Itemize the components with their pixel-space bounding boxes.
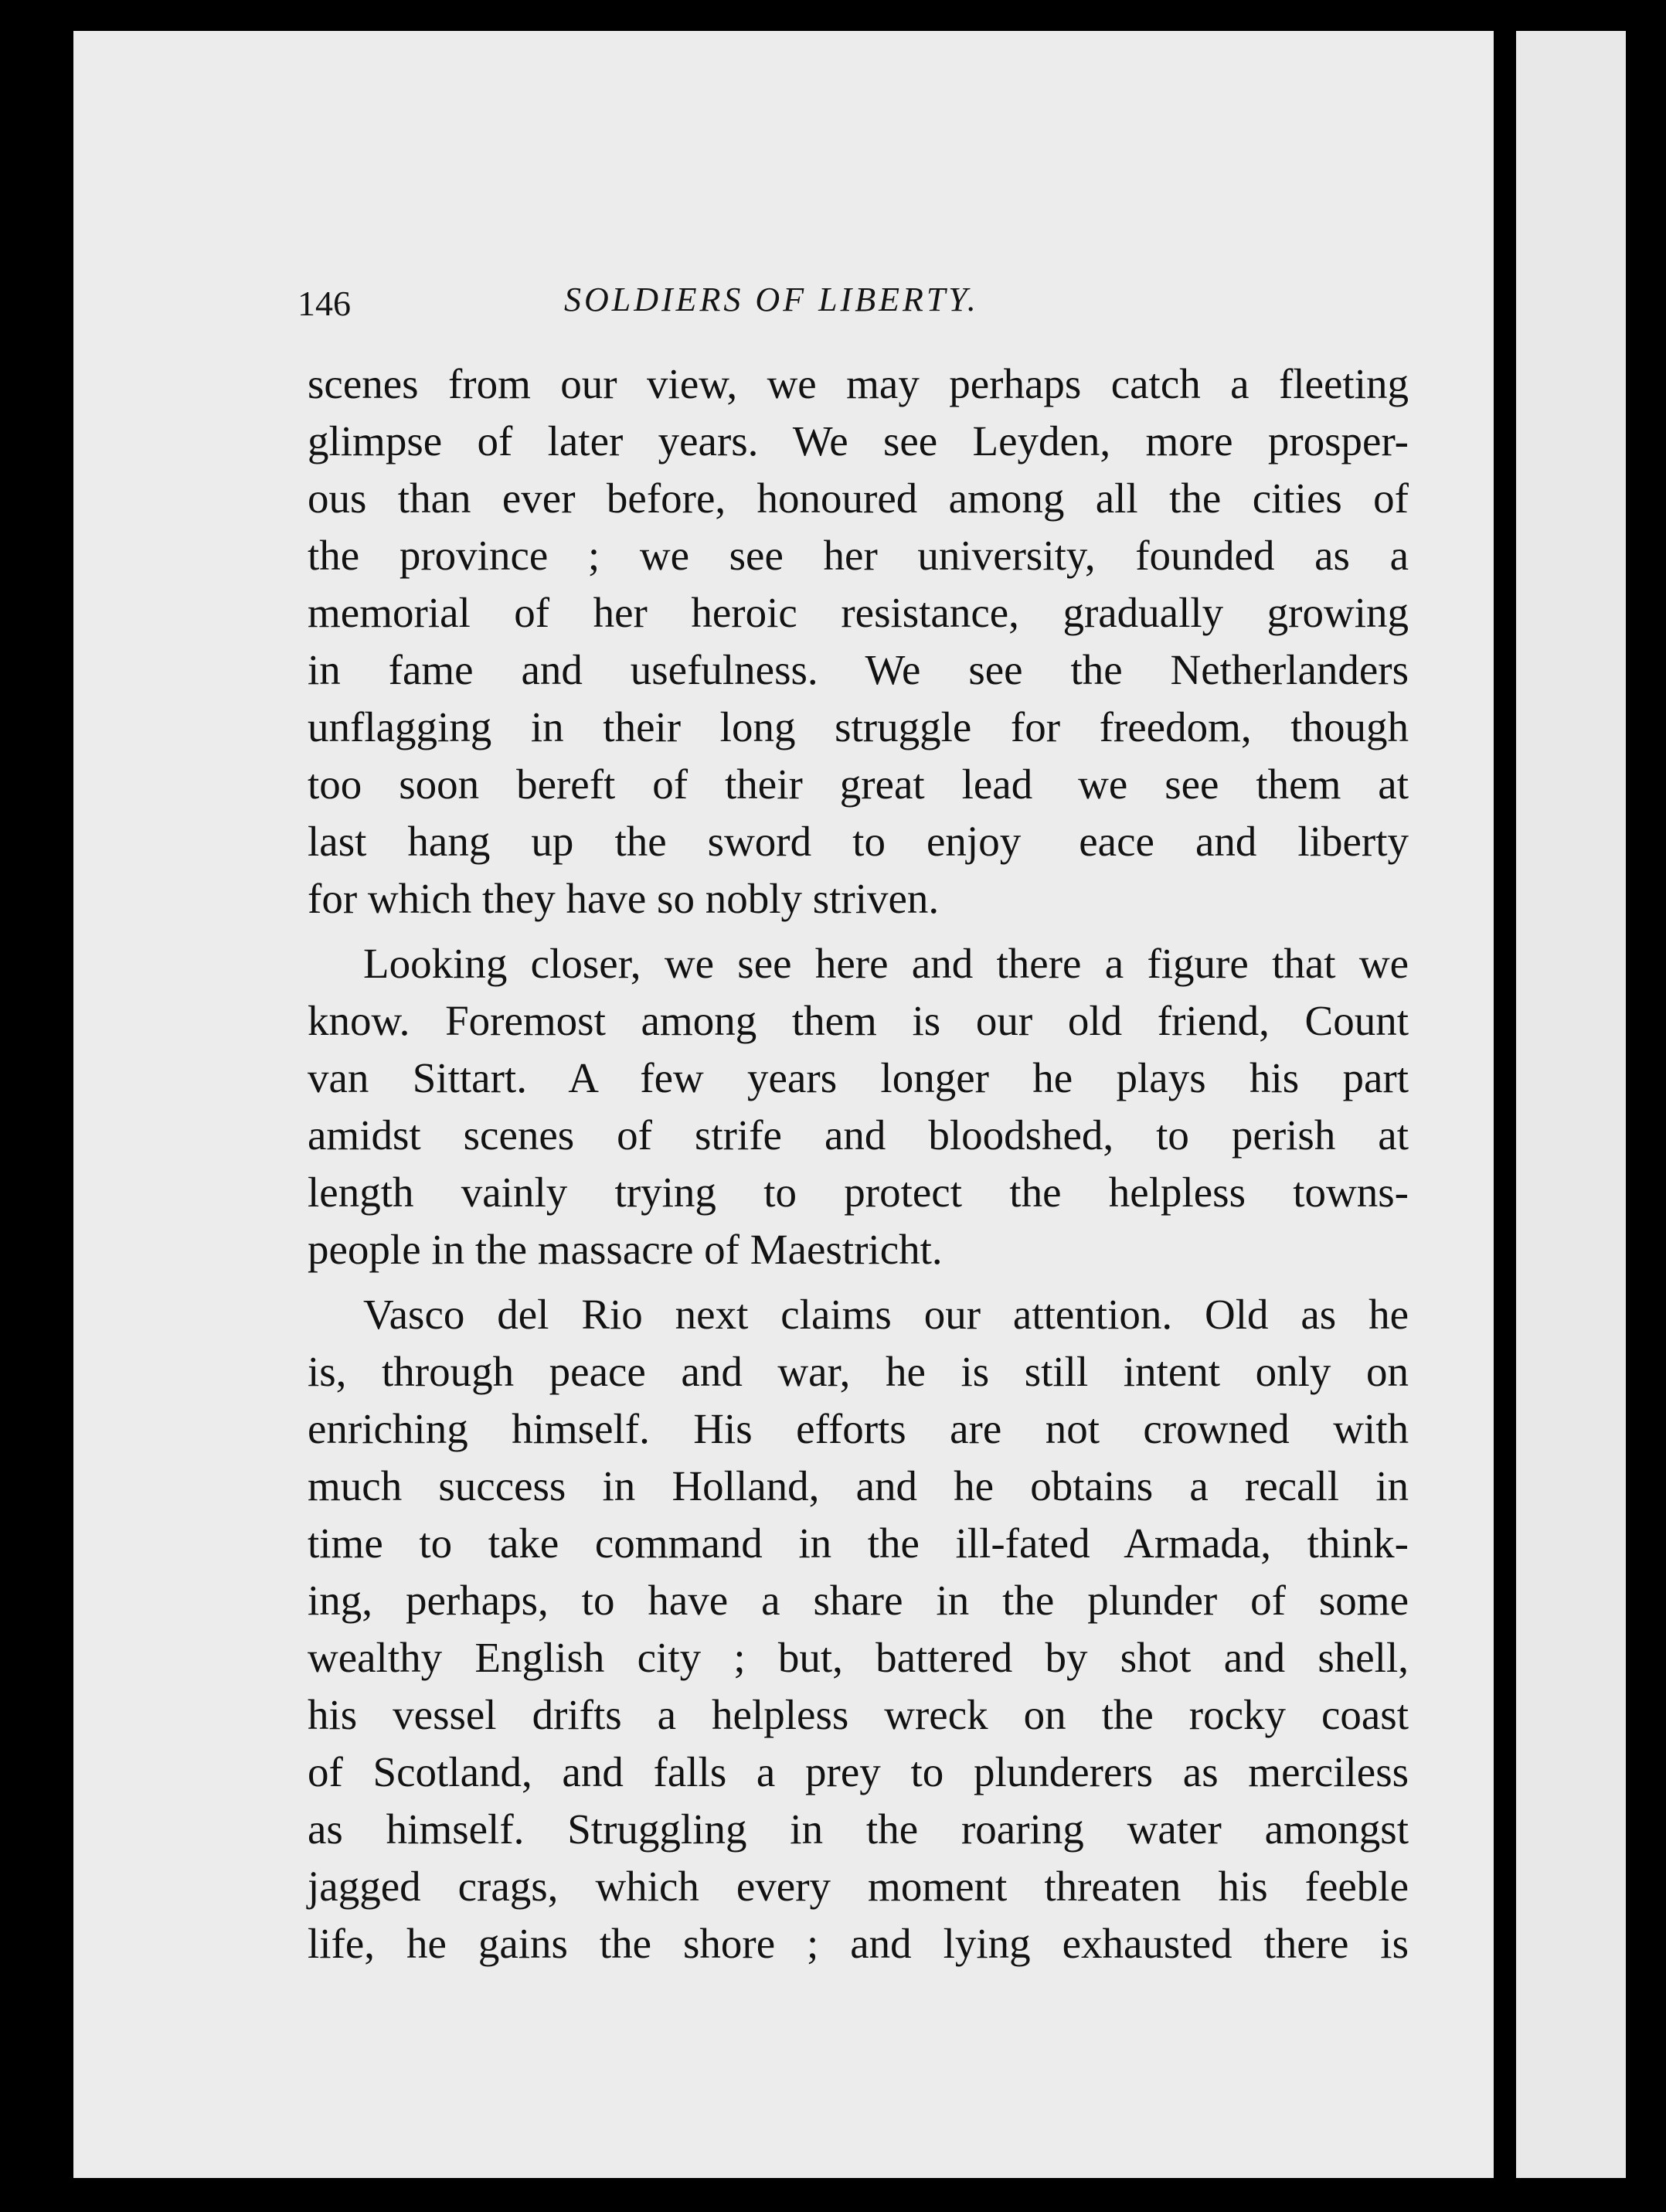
text-line: wealthy English city ; but, battered by shot and shell, [308, 1634, 1409, 1681]
text-line: his vessel drifts a helpless wreck on the rocky coast [308, 1691, 1409, 1738]
paragraph-first-line: Vasco del Rio next claims our attention. Old as he [363, 1291, 1409, 1338]
text-line: is, through peace and war, he is still intent only on [308, 1348, 1409, 1395]
text-line: the province ; we see her university, founded as a [308, 532, 1409, 579]
body-text [308, 356, 1409, 1972]
text-line: know. Foremost among them is our old friend, Count [308, 997, 1409, 1044]
text-line: too soon bereft of their great lead we see them at [308, 761, 1409, 808]
page-number: 146 [298, 284, 351, 323]
text-line: jagged crags, which every moment threaten his feeble [308, 1863, 1409, 1910]
text-line: for which they have so nobly striven. [308, 875, 940, 922]
text-line: ing, perhaps, to have a share in the plunder of some [308, 1577, 1409, 1624]
text-line: in fame and usefulness. We see the Netherlanders [308, 646, 1409, 693]
text-line: enriching himself. His efforts are not crowned with [308, 1405, 1409, 1452]
text-line: scenes from our view, we may perhaps catch a fleeting [308, 360, 1409, 407]
text-line: people in the massacre of Maestricht. [308, 1226, 943, 1273]
page-header [73, 280, 1494, 334]
running-title: SOLDIERS OF LIBERTY. [564, 281, 979, 318]
book-page [73, 31, 1494, 2178]
paragraph-first-line: Looking closer, we see here and there a figure that we [363, 940, 1409, 987]
text-line: glimpse of later years. We see Leyden, more prosper- [308, 417, 1409, 465]
text-line: van Sittart. A few years longer he plays his part [308, 1054, 1409, 1101]
text-line: ous than ever before, honoured among all the cities of [308, 475, 1409, 522]
text-line: time to take command in the ill-fated Armada, think- [308, 1519, 1409, 1567]
adjacent-page-edge [1516, 31, 1626, 2178]
text-line: as himself. Struggling in the roaring water amongst [308, 1805, 1409, 1853]
text-line: of Scotland, and falls a prey to plunderers as merciless [308, 1748, 1409, 1795]
text-line: unflagging in their long struggle for freedom, though [308, 703, 1409, 750]
text-line: memorial of her heroic resistance, gradually growing [308, 589, 1409, 636]
text-line: last hang up the sword to enjoy eace and liberty [308, 818, 1409, 865]
text-line: length vainly trying to protect the helpless towns- [308, 1169, 1409, 1216]
text-line: life, he gains the shore ; and lying exhausted there is [308, 1920, 1409, 1967]
text-line: amidst scenes of strife and bloodshed, to perish at [308, 1111, 1409, 1159]
text-line: much success in Holland, and he obtains a recall in [308, 1462, 1409, 1509]
